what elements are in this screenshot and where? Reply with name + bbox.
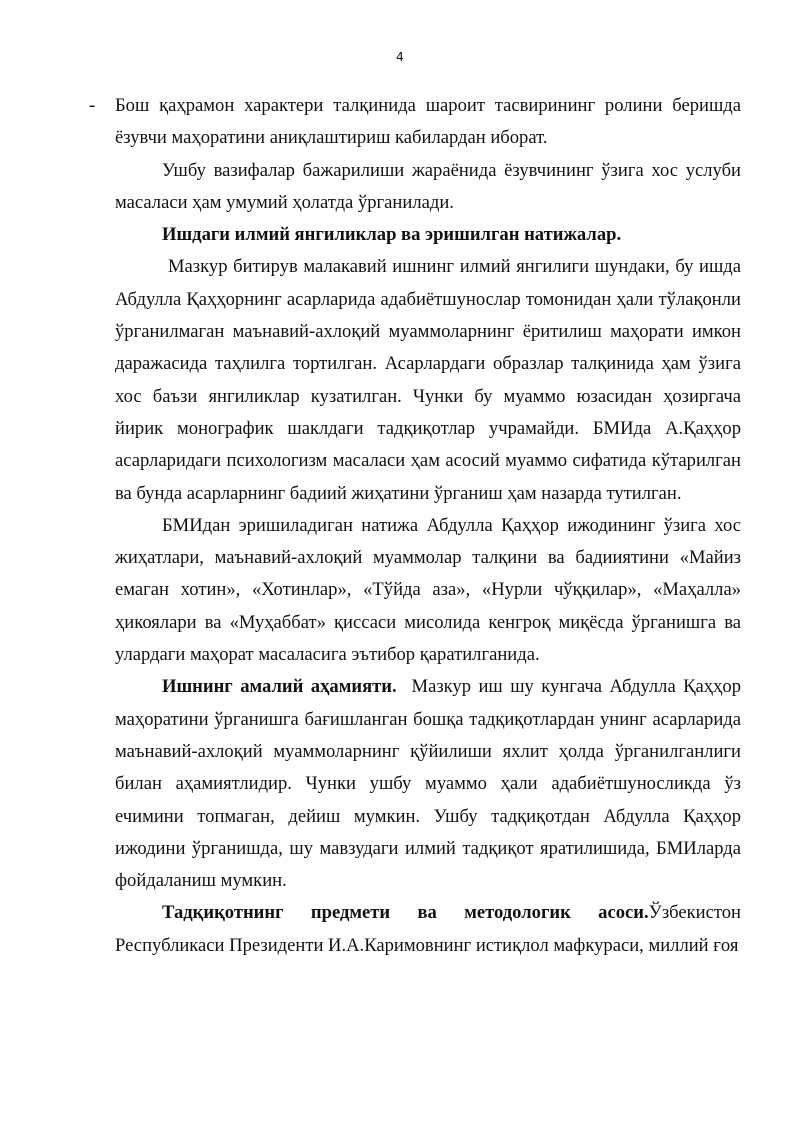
methodology-text: Ўзбекистон Республикаси Президенти И.А.Каримовнинг истиқлол мафкураси, миллий ғоя xyxy=(115,902,741,956)
heading-practical-significance: Ишнинг амалий аҳамияти. xyxy=(162,676,397,698)
bullet-text: Бош қаҳрамон характери талқинида шароит тасвирининг ролини беришда ёзувчи маҳоратини аниқлаштириш кабилардан иборат. xyxy=(115,95,741,149)
paragraph-results: БМИдан эришиладиган натижа Абдулла Қаҳҳор ижодининг ўзига хос жиҳатлари, маънавий-ахлоқий муаммолар талқини ва бадииятини «Майиз емаган хотин», «Хотинлар», «Тўйда аза», «Нурли чўққилар», «Маҳалла» ҳикоялари ва «Муҳаббат» қиссаси мисолида кенгроқ миқёсда ўрганишга ва улардаги маҳорат масаласига эътибор қаратилганида. xyxy=(115,514,741,666)
page-content xyxy=(89,90,741,962)
practical-significance-text: Мазкур иш шу кунгача Абдулла Қаҳҳор маҳоратини ўрганишга бағишланган бошқа тадқиқотлардан унинг асарларида маънавий-ахлоқий муаммоларнинг қўйилиши яхлит ҳолда ўрганилганлиги билан аҳамиятлидир. Чунки ушбу муаммо ҳали адабиётшуносликда ўз ечимини топмаган, дейиш мумкин. Ушбу тадқиқотдан Абдулла Қаҳҳор ижодини ўрганишда, шу мавзудаги илмий тадқиқот яратилишида, БМИларда фойдаланиш мумкин. xyxy=(115,676,741,892)
paragraph-practical-significance xyxy=(115,671,741,897)
heading-scientific-novelty: Ишдаги илмий янгиликлар ва эришилган натижалар. xyxy=(162,224,622,246)
bullet-dash: - xyxy=(89,95,96,116)
paragraph-methodology xyxy=(115,897,741,962)
heading-research-subject: Тадқиқотнинг предмети ва методологик асоси. xyxy=(162,902,649,924)
paragraph-tasks: Ушбу вазифалар бажарилиши жараёнида ёзувчининг ўзига хос услуби масаласи ҳам умумий ҳолатда ўрганилади. xyxy=(115,159,741,213)
paragraph-scientific-novelty: Мазкур битирув малакавий ишнинг илмий янгилиги шундаки, бу ишда Абдулла Қаҳҳорнинг асарларида адабиётшунослар томонидан ҳали тўлақонли ўрганилмаган маънавий-ахлоқий муаммоларнинг ёритилиш маҳорати имкон даражасида таҳлилга тортилган. Асарлардаги образлар талқинида ҳам ўзига хос баъзи янгиликлар кузатилган. Чунки бу муаммо юзасидан ҳозиргача йирик монографик шаклдаги тадқиқотлар учрамайди. БМИда А.Қаҳҳор асарларидаги психологизм масаласи ҳам асосий муаммо сифатида кўтарилган ва бунда асарларнинг бадиий жиҳатини ўрганиш ҳам назарда тутилган. xyxy=(115,256,741,504)
bullet-paragraph xyxy=(89,90,741,155)
page-number: 4 xyxy=(396,50,404,64)
